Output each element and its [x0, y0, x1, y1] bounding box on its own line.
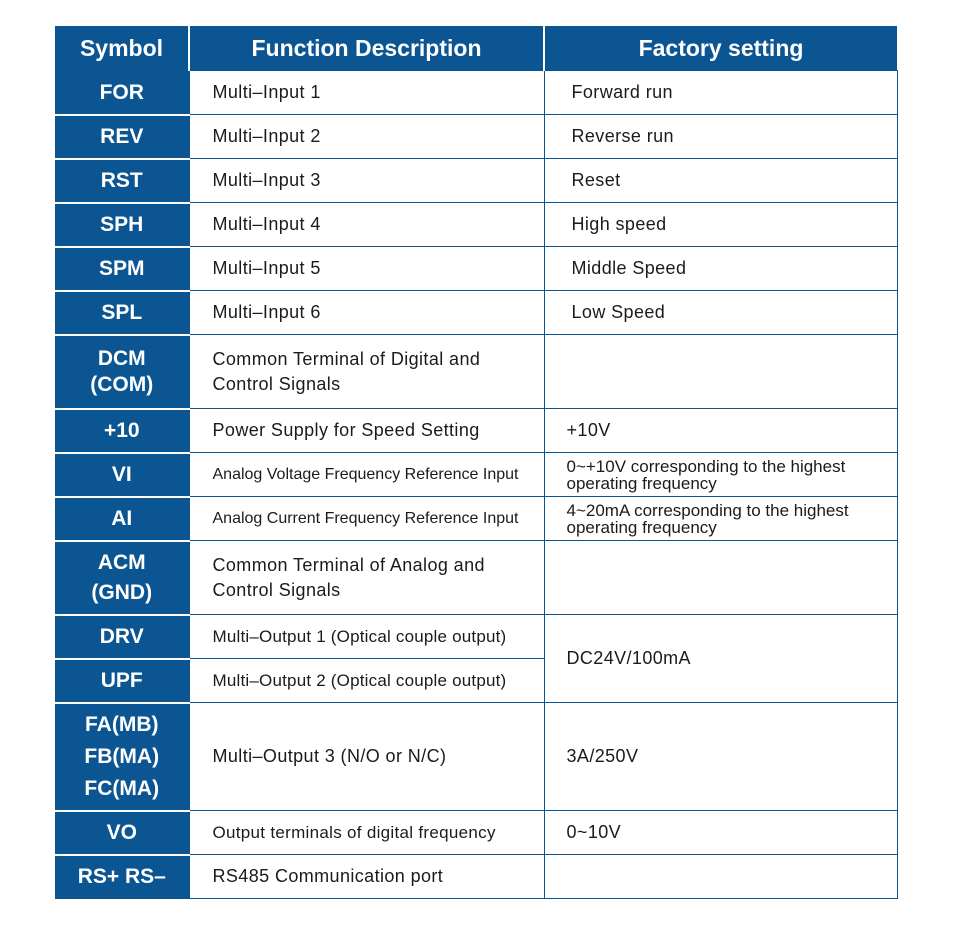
header-factory-setting: Factory setting: [544, 26, 897, 71]
table-row: [55, 159, 897, 203]
table-row: [55, 811, 897, 855]
function-cell: Power Supply for Speed Setting: [189, 409, 544, 453]
symbol-cell: VO: [55, 811, 189, 855]
symbol-cell: SPL: [55, 291, 189, 335]
function-cell: Multi–Input 2: [189, 115, 544, 159]
function-cell: Common Terminal of Digital and Control Signals: [189, 335, 544, 409]
table-row: [55, 203, 897, 247]
factory-cell: Forward run: [544, 71, 897, 115]
table-row: [55, 541, 897, 615]
table-row: [55, 247, 897, 291]
symbol-cell: AI: [55, 497, 189, 541]
factory-cell: Reset: [544, 159, 897, 203]
function-cell: Multi–Input 1: [189, 71, 544, 115]
table-row: [55, 855, 897, 899]
symbol-cell: SPM: [55, 247, 189, 291]
symbol-cell: ACM (GND): [55, 541, 189, 615]
symbol-cell: RS+ RS–: [55, 855, 189, 899]
function-cell: RS485 Communication port: [189, 855, 544, 899]
factory-cell: [544, 855, 897, 899]
factory-cell: 3A/250V: [544, 703, 897, 811]
function-cell: Multi–Input 4: [189, 203, 544, 247]
table-row: [55, 115, 897, 159]
factory-cell: Middle Speed: [544, 247, 897, 291]
factory-cell: 4~20mA corresponding to the highest operating frequency: [544, 497, 897, 541]
terminal-spec-table: [55, 26, 898, 899]
function-cell: Multi–Input 5: [189, 247, 544, 291]
factory-cell: Reverse run: [544, 115, 897, 159]
symbol-cell: RST: [55, 159, 189, 203]
factory-cell: High speed: [544, 203, 897, 247]
function-cell: Multi–Input 3: [189, 159, 544, 203]
function-cell: Multi–Output 3 (N/O or N/C): [189, 703, 544, 811]
function-cell: Common Terminal of Analog and Control Signals: [189, 541, 544, 615]
factory-cell: DC24V/100mA: [544, 615, 897, 703]
factory-cell: +10V: [544, 409, 897, 453]
function-cell: Output terminals of digital frequency: [189, 811, 544, 855]
table-row: [55, 71, 897, 115]
symbol-cell: FA(MB) FB(MA) FC(MA): [55, 703, 189, 811]
table-row: [55, 409, 897, 453]
table-row: [55, 615, 897, 659]
factory-cell: [544, 541, 897, 615]
table-row: [55, 291, 897, 335]
symbol-cell: REV: [55, 115, 189, 159]
factory-cell: [544, 335, 897, 409]
function-cell: Analog Voltage Frequency Reference Input: [189, 453, 544, 497]
function-cell: Multi–Output 1 (Optical couple output): [189, 615, 544, 659]
factory-cell: Low Speed: [544, 291, 897, 335]
table-row: [55, 497, 897, 541]
table-row: [55, 335, 897, 409]
factory-cell: 0~10V: [544, 811, 897, 855]
symbol-cell: DRV: [55, 615, 189, 659]
table-row: [55, 453, 897, 497]
table-row: [55, 703, 897, 811]
symbol-cell: VI: [55, 453, 189, 497]
symbol-cell: +10: [55, 409, 189, 453]
header-symbol: Symbol: [55, 26, 189, 71]
symbol-cell: FOR: [55, 71, 189, 115]
symbol-cell: SPH: [55, 203, 189, 247]
symbol-cell: DCM (COM): [55, 335, 189, 409]
header-row: [55, 26, 897, 71]
function-cell: Analog Current Frequency Reference Input: [189, 497, 544, 541]
factory-cell: 0~+10V corresponding to the highest operating frequency: [544, 453, 897, 497]
header-function-description: Function Description: [189, 26, 544, 71]
symbol-cell: UPF: [55, 659, 189, 703]
function-cell: Multi–Output 2 (Optical couple output): [189, 659, 544, 703]
function-cell: Multi–Input 6: [189, 291, 544, 335]
